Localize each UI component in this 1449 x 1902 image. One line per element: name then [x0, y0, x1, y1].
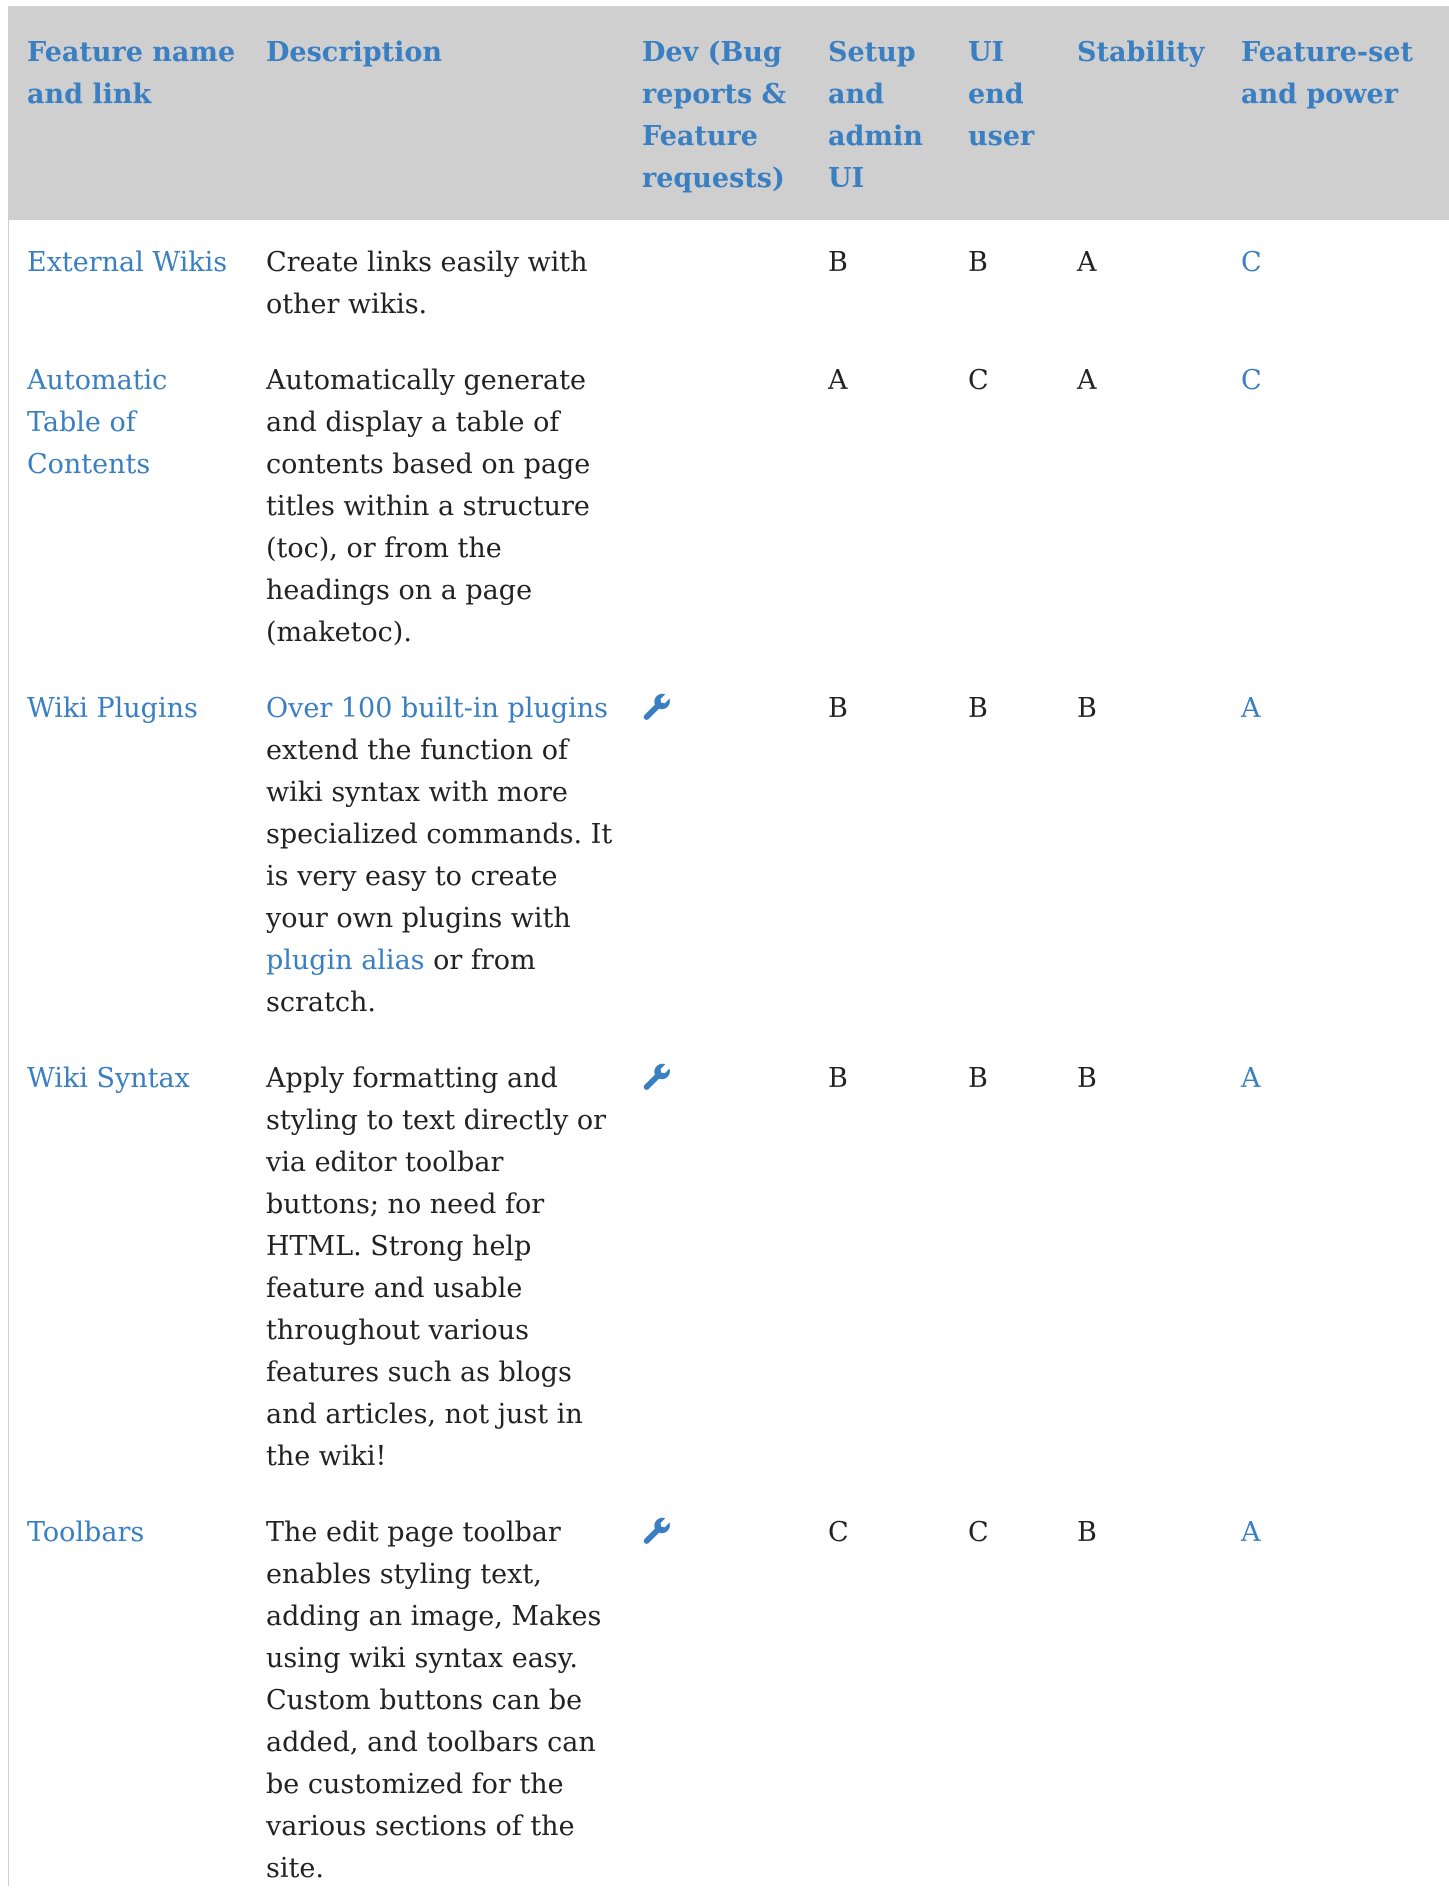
features-table [9, 6, 1449, 1902]
feature-link-wiki-syntax[interactable]: Wiki Syntax [27, 1063, 190, 1094]
power-grade-cell [1223, 220, 1449, 338]
description-text: extend the function of wiki syntax with more specialized commands. It is very easy to create your own plugins with [266, 735, 613, 934]
header-ui[interactable]: UI end user [950, 6, 1059, 220]
feature-name-cell [9, 1490, 248, 1902]
stability-grade: B [1077, 1517, 1097, 1548]
setup-grade: B [828, 247, 848, 278]
power-grade-link[interactable]: A [1241, 1517, 1261, 1548]
dev-cell [624, 338, 810, 666]
wrench-icon[interactable] [642, 1062, 672, 1092]
feature-name-cell [9, 220, 248, 338]
header-dev[interactable]: Dev (Bug reports & Feature requests) [624, 6, 810, 220]
wrench-icon[interactable] [642, 1516, 672, 1546]
stability-grade: A [1077, 247, 1097, 278]
description-text: or from scratch. [266, 945, 536, 1018]
stability-grade: B [1077, 693, 1097, 724]
setup-grade: A [828, 365, 848, 396]
table-row [9, 666, 1449, 1036]
stability-grade: A [1077, 365, 1097, 396]
feature-link-automatic-toc[interactable]: Automatic Table of Contents [27, 365, 168, 480]
power-grade-link[interactable]: A [1241, 693, 1261, 724]
header-stability[interactable]: Stability [1059, 6, 1223, 220]
description-cell: Apply formatting and styling to text directly or via editor toolbar buttons; no need for HTML. Strong help feature and usable throughout various features such as blogs and articles, not just in the wiki! [266, 1063, 607, 1472]
feature-name-cell [9, 1036, 248, 1490]
feature-link-external-wikis[interactable]: External Wikis [27, 247, 228, 278]
dev-cell [624, 1036, 810, 1490]
power-grade-cell [1223, 666, 1449, 1036]
builtin-plugins-link[interactable]: Over 100 built-in plugins [266, 693, 608, 724]
header-feature-name[interactable]: Feature name and link [9, 6, 248, 220]
description-cell [248, 666, 624, 1036]
power-grade-cell [1223, 1490, 1449, 1902]
description-cell: Create links easily with other wikis. [266, 247, 588, 320]
dev-cell [624, 220, 810, 338]
wrench-icon[interactable] [642, 692, 672, 722]
ui-grade: C [968, 1517, 989, 1548]
feature-name-cell [9, 666, 248, 1036]
setup-grade: B [828, 693, 848, 724]
power-grade-cell [1223, 1036, 1449, 1490]
feature-link-toolbars[interactable]: Toolbars [27, 1517, 145, 1548]
table-row [9, 338, 1449, 666]
header-setup[interactable]: Setup and admin UI [810, 6, 950, 220]
power-grade-link[interactable]: A [1241, 1063, 1261, 1094]
stability-grade: B [1077, 1063, 1097, 1094]
table-row [9, 1036, 1449, 1490]
ui-grade: B [968, 247, 988, 278]
table-row [9, 1490, 1449, 1902]
ui-grade: B [968, 1063, 988, 1094]
header-power[interactable]: Feature-set and power [1223, 6, 1449, 220]
setup-grade: C [828, 1517, 849, 1548]
power-grade-link[interactable]: C [1241, 365, 1262, 396]
dev-cell [624, 666, 810, 1036]
description-cell: The edit page toolbar enables styling text, adding an image, Makes using wiki syntax easy. Custom buttons can be added, and toolbars can be customized for the various sections of the site. [266, 1517, 602, 1884]
header-description[interactable]: Description [248, 6, 624, 220]
setup-grade: B [828, 1063, 848, 1094]
ui-grade: C [968, 365, 989, 396]
power-grade-cell [1223, 338, 1449, 666]
feature-name-cell [9, 338, 248, 666]
power-grade-link[interactable]: C [1241, 247, 1262, 278]
ui-grade: B [968, 693, 988, 724]
dev-cell [624, 1490, 810, 1902]
table-header-row [9, 6, 1449, 220]
description-cell: Automatically generate and display a table of contents based on page titles within a structure (toc), or from the headings on a page (maketoc). [266, 365, 591, 648]
table-row [9, 220, 1449, 338]
feature-link-wiki-plugins[interactable]: Wiki Plugins [27, 693, 198, 724]
plugin-alias-link[interactable]: plugin alias [266, 945, 425, 976]
